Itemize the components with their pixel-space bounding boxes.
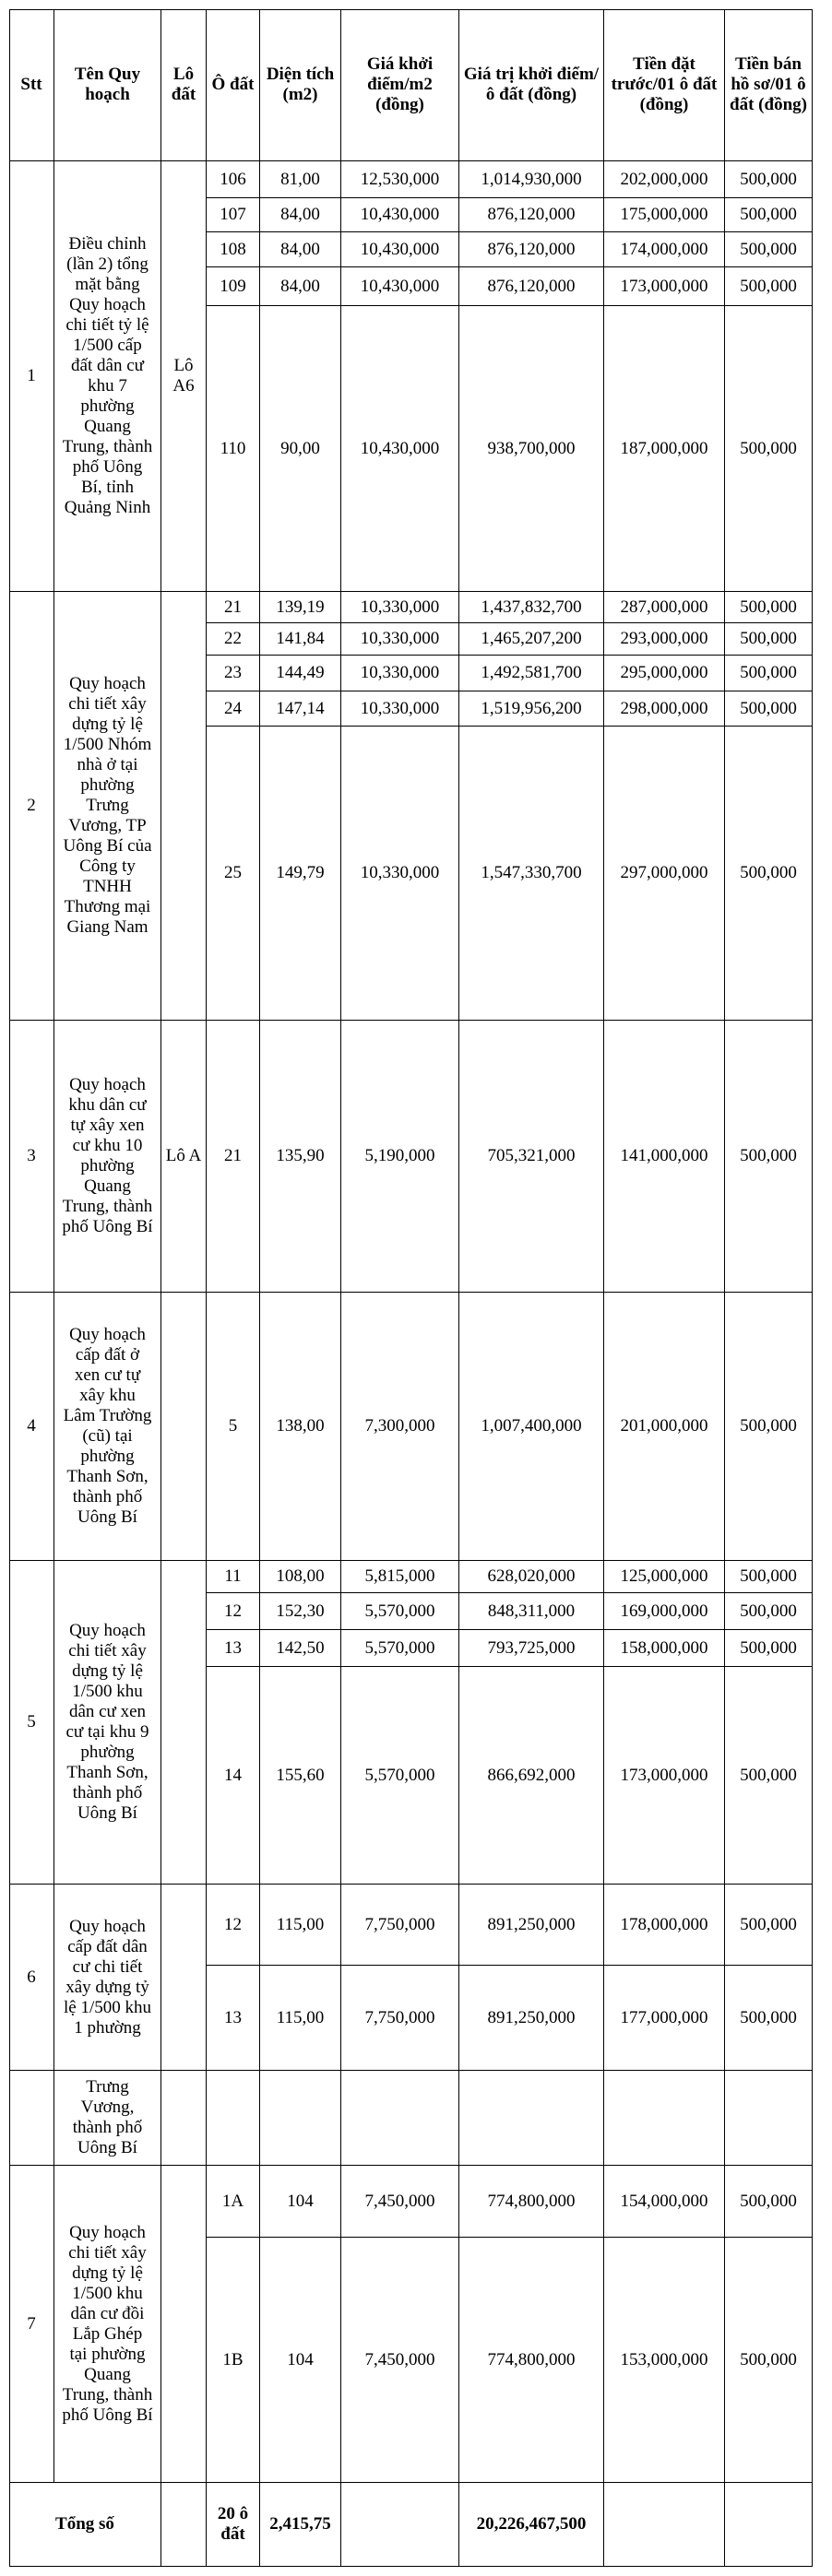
cell-lot: 110: [207, 306, 260, 592]
cell-deposit: 177,000,000: [604, 1966, 725, 2071]
cell-lot-value: 891,250,000: [459, 1966, 604, 2071]
cell-lot: 12: [207, 1593, 260, 1630]
group-stt: 2: [9, 592, 54, 1021]
cell-lot: 22: [207, 623, 260, 656]
cell-lot: 21: [207, 592, 260, 623]
cell-deposit: 169,000,000: [604, 1593, 725, 1630]
header-deposit: Tiền đặt trước/01 ô đất (đồng): [604, 9, 725, 161]
cell-fee: 500,000: [725, 1293, 813, 1561]
cell-unit-price: 10,330,000: [341, 656, 459, 691]
header-lot: Ô đất: [207, 9, 260, 161]
header-fee: Tiền bán hồ sơ/01 ô đất (đồng): [725, 9, 813, 161]
cell-lot-value: 1,492,581,700: [459, 656, 604, 691]
header-area: Diện tích (m2): [260, 9, 341, 161]
group-block: [161, 1293, 207, 1561]
group-plan-name: Quy hoạch khu dân cư tự xây xen cư khu 10 phường Quang Trung, thành phố Uông Bí: [54, 1021, 161, 1293]
cell-fee: 500,000: [725, 1885, 813, 1966]
cell-fee: [725, 2071, 813, 2166]
cell-unit-price: 7,750,000: [341, 1966, 459, 2071]
group-stt: 7: [9, 2166, 54, 2483]
group-block: [161, 2166, 207, 2483]
total-area: 2,415,75: [260, 2483, 341, 2567]
cell-lot-value: 793,725,000: [459, 1630, 604, 1667]
cell-deposit: 295,000,000: [604, 656, 725, 691]
cell-fee: 500,000: [725, 306, 813, 592]
cell-fee: 500,000: [725, 232, 813, 267]
cell-area: 142,50: [260, 1630, 341, 1667]
header-stt: Stt: [9, 9, 54, 161]
cell-lot: 23: [207, 656, 260, 691]
cell-deposit: 174,000,000: [604, 232, 725, 267]
cell-fee: 500,000: [725, 161, 813, 198]
cell-lot-value: 774,800,000: [459, 2166, 604, 2238]
header-plan: Tên Quy hoạch: [54, 9, 161, 161]
cell-lot: 12: [207, 1885, 260, 1966]
cell-fee: 500,000: [725, 656, 813, 691]
cell-lot: 106: [207, 161, 260, 198]
cell-lot: 14: [207, 1667, 260, 1885]
cell-lot-value: 876,120,000: [459, 267, 604, 306]
cell-unit-price: 5,570,000: [341, 1593, 459, 1630]
cell-fee: 500,000: [725, 592, 813, 623]
group-stt: 5: [9, 1561, 54, 1885]
cell-deposit: 298,000,000: [604, 691, 725, 727]
cell-unit-price: 12,530,000: [341, 161, 459, 198]
group-plan-name: Điều chỉnh (lần 2) tổng mặt bằng Quy hoạch chi tiết tỷ lệ 1/500 cấp đất dân cư khu 7 phường Quang Trung, thành phố Uông Bí, tỉnh Quảng Ninh: [54, 161, 161, 592]
cell-unit-price: 7,300,000: [341, 1293, 459, 1561]
group-plan-name: Quy hoạch chi tiết xây dựng tỷ lệ 1/500 khu dân cư xen cư tại khu 9 phường Thanh Sơn, thành phố Uông Bí: [54, 1561, 161, 1885]
cell-area: 141,84: [260, 623, 341, 656]
cell-deposit: 202,000,000: [604, 161, 725, 198]
cell-deposit: 153,000,000: [604, 2238, 725, 2483]
cell-lot-value: 891,250,000: [459, 1885, 604, 1966]
cell-lot-value: 1,007,400,000: [459, 1293, 604, 1561]
cell-area: 135,90: [260, 1021, 341, 1293]
cell-lot: 24: [207, 691, 260, 727]
cell-deposit: 201,000,000: [604, 1293, 725, 1561]
total-lot-count: 20 ô đất: [207, 2483, 260, 2567]
cell-unit-price: 10,430,000: [341, 198, 459, 232]
cell-fee: 500,000: [725, 727, 813, 1021]
total-blank: [341, 2483, 459, 2567]
cell-fee: 500,000: [725, 1593, 813, 1630]
cell-area: [260, 2071, 341, 2166]
cell-unit-price: 10,330,000: [341, 727, 459, 1021]
cell-lot: 108: [207, 232, 260, 267]
group-stt: 6: [9, 1885, 54, 2071]
cell-fee: 500,000: [725, 1966, 813, 2071]
cell-deposit: 178,000,000: [604, 1885, 725, 1966]
cell-fee: 500,000: [725, 1630, 813, 1667]
cell-area: 147,14: [260, 691, 341, 727]
group-stt: [9, 2071, 54, 2166]
cell-area: 155,60: [260, 1667, 341, 1885]
cell-unit-price: 5,570,000: [341, 1630, 459, 1667]
cell-lot: 13: [207, 1630, 260, 1667]
cell-unit-price: [341, 2071, 459, 2166]
cell-lot: [207, 2071, 260, 2166]
cell-lot-value: 1,547,330,700: [459, 727, 604, 1021]
cell-unit-price: 7,450,000: [341, 2166, 459, 2238]
cell-deposit: 158,000,000: [604, 1630, 725, 1667]
cell-deposit: [604, 2071, 725, 2166]
cell-area: 138,00: [260, 1293, 341, 1561]
cell-lot: 11: [207, 1561, 260, 1593]
group-plan-name: Quy hoạch cấp đất ở xen cư tự xây khu Lâm Trường (cũ) tại phường Thanh Sơn, thành phố Uông Bí: [54, 1293, 161, 1561]
cell-deposit: 297,000,000: [604, 727, 725, 1021]
cell-area: 139,19: [260, 592, 341, 623]
cell-lot: 107: [207, 198, 260, 232]
cell-deposit: 125,000,000: [604, 1561, 725, 1593]
cell-lot-value: 1,519,956,200: [459, 691, 604, 727]
cell-area: 144,49: [260, 656, 341, 691]
total-blank: [161, 2483, 207, 2567]
cell-lot: 1A: [207, 2166, 260, 2238]
cell-fee: 500,000: [725, 1021, 813, 1293]
cell-fee: 500,000: [725, 198, 813, 232]
cell-deposit: 154,000,000: [604, 2166, 725, 2238]
cell-lot-value: 1,014,930,000: [459, 161, 604, 198]
cell-lot-value: 628,020,000: [459, 1561, 604, 1593]
cell-deposit: 187,000,000: [604, 306, 725, 592]
cell-deposit: 173,000,000: [604, 267, 725, 306]
header-unit-price: Giá khởi điểm/m2 (đồng): [341, 9, 459, 161]
cell-unit-price: 10,330,000: [341, 623, 459, 656]
group-block: [161, 1885, 207, 2071]
cell-unit-price: 5,815,000: [341, 1561, 459, 1593]
group-plan-name: Quy hoạch cấp đất dân cư chi tiết xây dựng tỷ lệ 1/500 khu 1 phường: [54, 1885, 161, 2071]
cell-deposit: 175,000,000: [604, 198, 725, 232]
cell-deposit: 287,000,000: [604, 592, 725, 623]
group-block: [161, 592, 207, 1021]
cell-lot-value: 1,465,207,200: [459, 623, 604, 656]
cell-unit-price: 5,570,000: [341, 1667, 459, 1885]
cell-deposit: 173,000,000: [604, 1667, 725, 1885]
cell-lot-value: 876,120,000: [459, 232, 604, 267]
group-plan-name: Quy hoạch chi tiết xây dựng tỷ lệ 1/500 khu dân cư đồi Lắp Ghép tại phường Quang Trung, thành phố Uông Bí: [54, 2166, 161, 2483]
cell-fee: 500,000: [725, 2238, 813, 2483]
total-value: 20,226,467,500: [459, 2483, 604, 2567]
cell-lot-value: 938,700,000: [459, 306, 604, 592]
cell-area: 84,00: [260, 198, 341, 232]
cell-unit-price: 10,430,000: [341, 232, 459, 267]
cell-fee: 500,000: [725, 1667, 813, 1885]
cell-lot: 21: [207, 1021, 260, 1293]
group-block: Lô A6: [161, 161, 207, 592]
cell-area: 81,00: [260, 161, 341, 198]
group-stt: 1: [9, 161, 54, 592]
cell-deposit: 293,000,000: [604, 623, 725, 656]
group-block: Lô A: [161, 1021, 207, 1293]
cell-area: 115,00: [260, 1966, 341, 2071]
cell-area: 84,00: [260, 232, 341, 267]
cell-lot-value: 876,120,000: [459, 198, 604, 232]
group-block: [161, 1561, 207, 1885]
cell-area: 152,30: [260, 1593, 341, 1630]
group-stt: 4: [9, 1293, 54, 1561]
cell-unit-price: 5,190,000: [341, 1021, 459, 1293]
header-block: Lô đất: [161, 9, 207, 161]
cell-unit-price: 7,450,000: [341, 2238, 459, 2483]
cell-fee: 500,000: [725, 2166, 813, 2238]
cell-unit-price: 10,430,000: [341, 306, 459, 592]
cell-lot: 13: [207, 1966, 260, 2071]
cell-area: 115,00: [260, 1885, 341, 1966]
cell-fee: 500,000: [725, 623, 813, 656]
group-plan-name: Trưng Vương, thành phố Uông Bí: [54, 2071, 161, 2166]
cell-fee: 500,000: [725, 691, 813, 727]
cell-unit-price: 10,330,000: [341, 592, 459, 623]
total-blank: [725, 2483, 813, 2567]
cell-deposit: 141,000,000: [604, 1021, 725, 1293]
cell-lot-value: 866,692,000: [459, 1667, 604, 1885]
cell-unit-price: 10,330,000: [341, 691, 459, 727]
cell-lot: 109: [207, 267, 260, 306]
cell-lot-value: 1,437,832,700: [459, 592, 604, 623]
cell-lot-value: [459, 2071, 604, 2166]
cell-area: 104: [260, 2238, 341, 2483]
cell-lot-value: 848,311,000: [459, 1593, 604, 1630]
cell-area: 84,00: [260, 267, 341, 306]
cell-unit-price: 10,430,000: [341, 267, 459, 306]
cell-fee: 500,000: [725, 1561, 813, 1593]
group-plan-name: Quy hoạch chi tiết xây dựng tỷ lệ 1/500 Nhóm nhà ở tại phường Trưng Vương, TP Uông Bí của Công ty TNHH Thương mại Giang Nam: [54, 592, 161, 1021]
cell-lot-value: 774,800,000: [459, 2238, 604, 2483]
cell-lot: 25: [207, 727, 260, 1021]
cell-area: 90,00: [260, 306, 341, 592]
total-label: Tổng số: [9, 2483, 161, 2567]
header-lot-value: Giá trị khởi điểm/ô đất (đồng): [459, 9, 604, 161]
cell-lot: 1B: [207, 2238, 260, 2483]
cell-lot: 5: [207, 1293, 260, 1561]
cell-lot-value: 705,321,000: [459, 1021, 604, 1293]
group-block: [161, 2071, 207, 2166]
group-stt: 3: [9, 1021, 54, 1293]
cell-area: 149,79: [260, 727, 341, 1021]
cell-fee: 500,000: [725, 267, 813, 306]
cell-area: 108,00: [260, 1561, 341, 1593]
total-blank: [604, 2483, 725, 2567]
cell-unit-price: 7,750,000: [341, 1885, 459, 1966]
cell-area: 104: [260, 2166, 341, 2238]
